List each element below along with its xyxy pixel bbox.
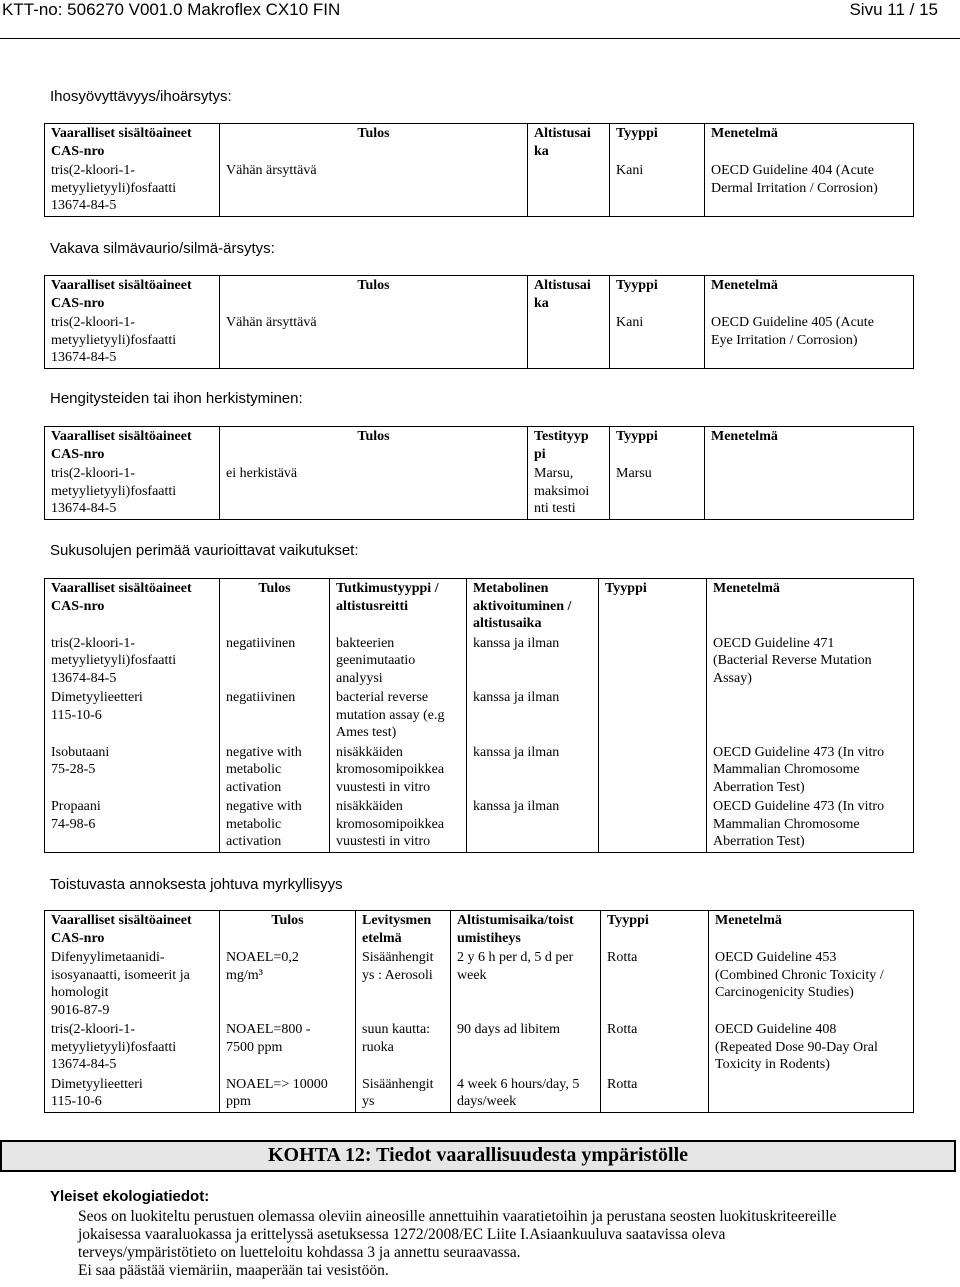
table-row — [45, 161, 914, 216]
table-cell: negative with metabolic activation — [220, 797, 330, 852]
table-cell: ei herkistävä — [220, 464, 528, 519]
ecology-line: jokaisessa vaaraluokassa ja erittelyssä asetuksessa 1272/2008/EC Liite I.Asiaankuuluva saatavissa oleva — [78, 1226, 726, 1243]
table-cell: OECD Guideline 405 (Acute Eye Irritation / Corrosion) — [705, 313, 914, 368]
table-row — [45, 688, 914, 743]
column-header: Tutkimustyyppi / altistusreitti — [330, 579, 467, 634]
column-header: Menetelmä — [709, 911, 914, 949]
column-header: Tulos — [220, 276, 528, 314]
table-row — [45, 634, 914, 689]
table-repeated-dose — [44, 910, 914, 1113]
table-cell — [707, 688, 914, 743]
section-12-title: KOHTA 12: Tiedot vaarallisuudesta ympäristölle — [267, 1144, 689, 1166]
table-header-row — [45, 124, 914, 162]
table-header-row — [45, 579, 914, 634]
table-cell: Dimetyylieetteri 115-10-6 — [45, 1075, 220, 1113]
section-title-eye: Vakava silmävaurio/silmä-ärsytys: — [50, 240, 275, 257]
table-cell: OECD Guideline 471 (Bacterial Reverse Mutation Assay) — [707, 634, 914, 689]
column-header: Menetelmä — [705, 124, 914, 162]
table-cell: 4 week 6 hours/day, 5 days/week — [451, 1075, 601, 1113]
table-cell — [528, 313, 610, 368]
column-header: Tyyppi — [601, 911, 709, 949]
table-cell: Vähän ärsyttävä — [220, 161, 528, 216]
column-header: Vaaralliset sisältöaineet CAS-nro — [45, 124, 220, 162]
table-cell — [599, 688, 707, 743]
table-cell: tris(2-kloori-1- metyylietyyli)fosfaatti 13674-84-5 — [45, 313, 220, 368]
table-cell: negatiivinen — [220, 688, 330, 743]
section-title-genotoxicity: Sukusolujen perimää vaurioittavat vaikutukset: — [50, 542, 359, 559]
table-cell: 2 y 6 h per d, 5 d per week — [451, 948, 601, 1020]
table-cell: tris(2-kloori-1- metyylietyyli)fosfaatti 13674-84-5 — [45, 464, 220, 519]
table-cell: NOAEL=> 10000 ppm — [220, 1075, 356, 1113]
column-header: Tulos — [220, 124, 528, 162]
ecology-line: Ei saa päästää viemäriin, maaperään tai vesistöön. — [78, 1262, 389, 1279]
table-cell: OECD Guideline 453 (Combined Chronic Toxicity / Carcinogenicity Studies) — [709, 948, 914, 1020]
table-cell: Propaani 74-98-6 — [45, 797, 220, 852]
table-cell: tris(2-kloori-1- metyylietyyli)fosfaatti 13674-84-5 — [45, 161, 220, 216]
table-row — [45, 743, 914, 798]
table-cell: bakteerien geenimutaatio analyysi — [330, 634, 467, 689]
column-header: Vaaralliset sisältöaineet CAS-nro — [45, 579, 220, 634]
table-cell — [709, 1075, 914, 1113]
page-number: Sivu 11 / 15 — [849, 0, 938, 19]
table-cell: nisäkkäiden kromosomipoikkea vuustesti in vitro — [330, 797, 467, 852]
table-cell: kanssa ja ilman — [467, 797, 599, 852]
table-genotoxicity — [44, 578, 914, 853]
table-cell: NOAEL=800 - 7500 ppm — [220, 1020, 356, 1075]
table-eye-irritation — [44, 275, 914, 369]
table-cell: Rotta — [601, 1020, 709, 1075]
table-cell: negatiivinen — [220, 634, 330, 689]
column-header: Altistusai ka — [528, 276, 610, 314]
section-title-skin: Ihosyövyttävyys/ihoärsytys: — [50, 88, 232, 105]
section-title-repeated-dose: Toistuvasta annoksesta johtuva myrkyllisyys — [50, 876, 343, 893]
page-header — [0, 0, 960, 26]
column-header: Altistumisaika/toist umistiheys — [451, 911, 601, 949]
table-cell — [528, 161, 610, 216]
table-cell: OECD Guideline 473 (In vitro Mammalian Chromosome Aberration Test) — [707, 743, 914, 798]
section-12-banner — [0, 1140, 956, 1172]
table-sensitisation — [44, 426, 914, 520]
table-row — [45, 1075, 914, 1113]
table-cell — [705, 464, 914, 519]
table-cell: kanssa ja ilman — [467, 743, 599, 798]
section-title-sensitisation: Hengitysteiden tai ihon herkistyminen: — [50, 390, 303, 407]
column-header: Tulos — [220, 427, 528, 465]
column-header: Vaaralliset sisältöaineet CAS-nro — [45, 276, 220, 314]
table-cell: OECD Guideline 473 (In vitro Mammalian Chromosome Aberration Test) — [707, 797, 914, 852]
table-skin-irritation — [44, 123, 914, 217]
table-cell: Marsu, maksimoi nti testi — [528, 464, 610, 519]
column-header: Metabolinen aktivoituminen / altistusaika — [467, 579, 599, 634]
table-cell: kanssa ja ilman — [467, 688, 599, 743]
column-header: Vaaralliset sisältöaineet CAS-nro — [45, 427, 220, 465]
column-header: Tulos — [220, 579, 330, 634]
column-header: Tyyppi — [610, 427, 705, 465]
table-row — [45, 313, 914, 368]
table-cell: tris(2-kloori-1- metyylietyyli)fosfaatti 13674-84-5 — [45, 634, 220, 689]
table-cell: Isobutaani 75-28-5 — [45, 743, 220, 798]
column-header: Tyyppi — [610, 124, 705, 162]
table-header-row — [45, 427, 914, 465]
column-header: Menetelmä — [705, 427, 914, 465]
table-cell: suun kautta: ruoka — [356, 1020, 451, 1075]
column-header: Altistusai ka — [528, 124, 610, 162]
table-cell: negative with metabolic activation — [220, 743, 330, 798]
table-cell: Sisäänhengit ys : Aerosoli — [356, 948, 451, 1020]
ecology-text — [78, 1208, 948, 1280]
table-cell: bacterial reverse mutation assay (e.g Ames test) — [330, 688, 467, 743]
ecology-label: Yleiset ekologiatiedot: — [50, 1188, 210, 1205]
table-cell: nisäkkäiden kromosomipoikkea vuustesti in vitro — [330, 743, 467, 798]
column-header: Menetelmä — [705, 276, 914, 314]
table-row — [45, 1020, 914, 1075]
table-row — [45, 464, 914, 519]
table-cell: 90 days ad libitem — [451, 1020, 601, 1075]
table-cell: Difenyylimetaanidi- isosyanaatti, isomeerit ja homologit 9016-87-9 — [45, 948, 220, 1020]
table-cell: Vähän ärsyttävä — [220, 313, 528, 368]
table-cell: Kani — [610, 313, 705, 368]
table-cell: tris(2-kloori-1- metyylietyyli)fosfaatti 13674-84-5 — [45, 1020, 220, 1075]
table-cell — [599, 743, 707, 798]
table-cell: Marsu — [610, 464, 705, 519]
column-header: Testityyp pi — [528, 427, 610, 465]
column-header: Vaaralliset sisältöaineet CAS-nro — [45, 911, 220, 949]
table-cell — [599, 797, 707, 852]
table-cell: OECD Guideline 408 (Repeated Dose 90-Day Oral Toxicity in Rodents) — [709, 1020, 914, 1075]
table-row — [45, 948, 914, 1020]
ecology-line: Seos on luokiteltu perustuen olemassa oleviin aineosille annettuihin vaaratietoihin ja perustana seosten luokituskriteereille — [78, 1208, 837, 1225]
column-header: Tyyppi — [599, 579, 707, 634]
column-header: Tulos — [220, 911, 356, 949]
document-id: KTT-no: 506270 V001.0 Makroflex CX10 FIN — [2, 0, 341, 19]
table-cell: OECD Guideline 404 (Acute Dermal Irritation / Corrosion) — [705, 161, 914, 216]
table-cell: Kani — [610, 161, 705, 216]
table-cell: Dimetyylieetteri 115-10-6 — [45, 688, 220, 743]
table-header-row — [45, 911, 914, 949]
table-row — [45, 797, 914, 852]
column-header: Menetelmä — [707, 579, 914, 634]
table-cell: kanssa ja ilman — [467, 634, 599, 689]
table-cell — [599, 634, 707, 689]
table-header-row — [45, 276, 914, 314]
column-header: Tyyppi — [610, 276, 705, 314]
table-cell: NOAEL=0,2 mg/m³ — [220, 948, 356, 1020]
table-cell: Rotta — [601, 948, 709, 1020]
table-cell: Rotta — [601, 1075, 709, 1113]
ecology-line: terveys/ympäristötieto on luetteloitu kohdassa 3 ja annettu seuraavassa. — [78, 1244, 521, 1261]
column-header: Levitysmen etelmä — [356, 911, 451, 949]
table-cell: Sisäänhengit ys — [356, 1075, 451, 1113]
header-rule — [0, 38, 960, 39]
